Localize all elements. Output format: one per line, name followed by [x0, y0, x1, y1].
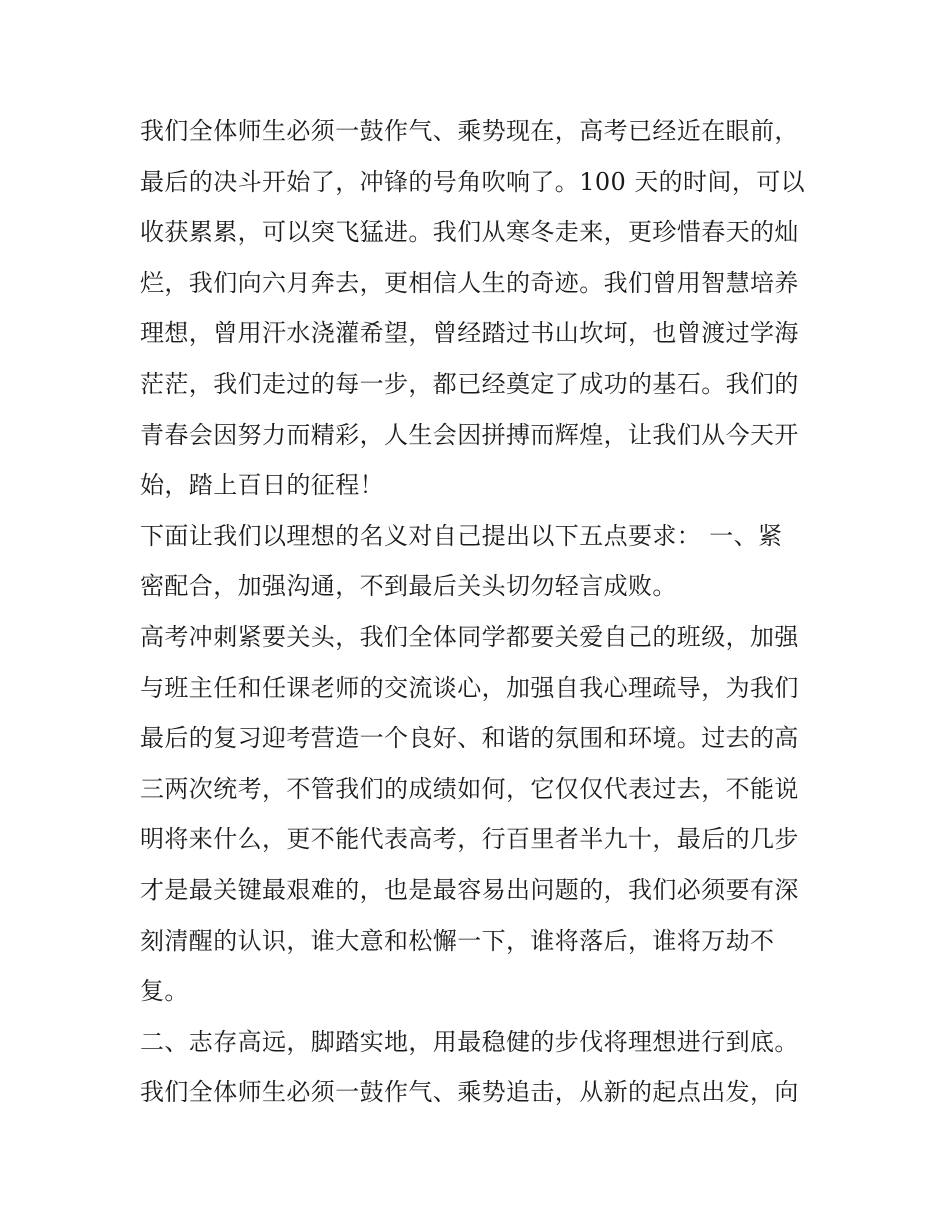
- text-line: 最后的复习迎考营造一个良好、和谐的氛围和环境。过去的高: [140, 724, 799, 753]
- text-line: 复。: [140, 977, 189, 1006]
- text-line: 我们全体师生必须一鼓作气、乘势现在，高考已经近在眼前，: [140, 117, 799, 145]
- text-line: 理想，曾用汗水浇灌希望，曾经踏过书山坎坷，也曾渡过学海: [140, 319, 799, 348]
- document-body: [140, 106, 830, 1118]
- text-line: 我们全体师生必须一鼓作气、乘势追击，从新的起点出发，向: [140, 1078, 799, 1107]
- text-line: 刻清醒的认识，谁大意和松懈一下，谁将落后，谁将万劫不: [140, 926, 775, 955]
- text-line: 茫茫，我们走过的每一步，都已经奠定了成功的基石。我们的: [140, 369, 799, 398]
- text-line: 才是最关键最艰难的，也是最容易出问题的，我们必须要有深: [140, 875, 799, 904]
- text-line: 最后的决斗开始了，冲锋的号角吹响了。100 天的时间，可以: [140, 167, 806, 196]
- text-line: 下面让我们以理想的名义对自己提出以下五点要求： 一、紧: [140, 521, 783, 550]
- text-line: 二、志存高远，脚踏实地，用最稳健的步伐将理想进行到底。: [140, 1027, 799, 1056]
- text-line: 烂，我们向六月奔去，更相信人生的奇迹。我们曾用智慧培养: [140, 268, 799, 297]
- text-line: 始，踏上百日的征程！: [140, 471, 384, 500]
- text-line: 与班主任和任课老师的交流谈心，加强自我心理疏导，为我们: [140, 673, 799, 702]
- text-line: 明将来什么，更不能代表高考，行百里者半九十，最后的几步: [140, 825, 799, 854]
- text-line: 高考冲刺紧要关头，我们全体同学都要关爱自己的班级，加强: [140, 622, 799, 651]
- text-line: 密配合，加强沟通，不到最后关头切勿轻言成败。: [140, 572, 677, 601]
- text-line: 青春会因努力而精彩，人生会因拼搏而辉煌，让我们从今天开: [140, 420, 799, 449]
- text-line: 三两次统考，不管我们的成绩如何，它仅仅代表过去，不能说: [140, 774, 799, 803]
- text-line: 收获累累，可以突飞猛进。我们从寒冬走来，更珍惜春天的灿: [140, 218, 799, 247]
